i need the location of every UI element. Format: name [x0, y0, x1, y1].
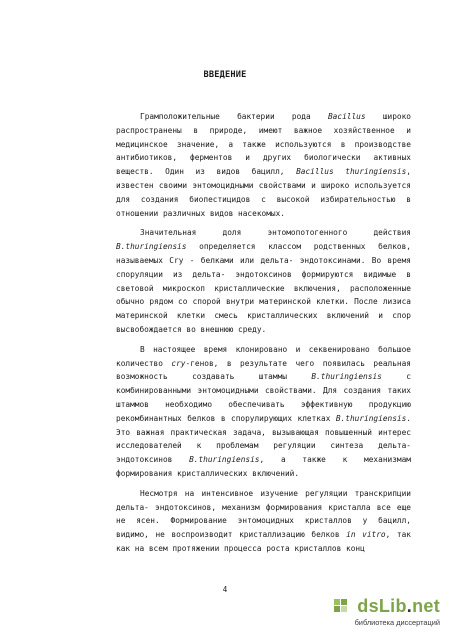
paragraph: [116, 226, 411, 336]
text-run: Значительная доля энтомопотогенного действия: [140, 228, 411, 238]
watermark-logo: [330, 596, 440, 630]
watermark-brand-dot: .: [406, 596, 413, 616]
text-run: -генов, в результате чего появилась реальная возможность создавать штаммы: [116, 358, 411, 382]
text-run: Несмотря на интенсивное изучение регуляции транскрипции дельта- эндотоксинов, механизм формирования кристалла все еще не ясен. Формирование энтомоцидных кристаллов у бацилл, видимо, не воспроизводит кристаллизацию белков: [116, 488, 411, 540]
text-run: В настоящее время клонировано и секвенировано большое количество: [116, 344, 411, 368]
italic-text: Bacillus thuringiensis: [296, 167, 407, 177]
text-run: Грамположительные бактерии рода: [140, 112, 328, 121]
paragraph: [116, 343, 411, 481]
paragraph: [116, 487, 411, 556]
italic-text: B.thuringiensis: [189, 455, 260, 465]
watermark-brand-main: dsLib: [357, 596, 407, 616]
italic-text: B.thuringiensis: [116, 242, 187, 252]
page-number: 4: [222, 585, 228, 594]
watermark-brand-tld: net: [412, 596, 440, 616]
text-run: . Это важная практическая задача, вызывающая повышенный интерес исследователей к проблемам регуляции синтеза дельта- эндотоксинов: [116, 413, 411, 465]
watermark-mark-icon: [334, 599, 348, 613]
italic-text: in vitro: [346, 530, 386, 540]
text-run: широко распространены в природе, имеют важное хозяйственное и медицинское значение, а также используются в производстве антибиотиков, ферментов и других биологически активных веществ. Один из видов бацилл,: [116, 112, 411, 177]
italic-text: Bacillus: [327, 112, 366, 121]
italic-text: cry: [171, 358, 186, 368]
italic-text: B.thuringiensis: [311, 372, 382, 382]
text-run: определяется классом родственных белков, называемых Cry - белками или дельта- эндотоксинами. Во время споруляции из дельта- эндотоксинов формируются видимые в световой микроскоп кристаллические включения, расположенные обычно рядом со спорой внутри материнской клетки. После лизиса материнской клетки смесь кристаллических включений и спор высвобождается во внешнюю среду.: [116, 242, 411, 334]
text-run: с комбинированными энтомоцидными свойствами. Для создания таких штаммов необходимо обеспечивать эффективную продукцию рекомбинантных белков в спорулирующих клетках: [116, 372, 411, 423]
text-run: , а также к механизмам формирования кристаллических включений.: [116, 455, 411, 478]
text-run: , так как на всем протяжении процесса роста кристаллов конц: [116, 530, 411, 553]
text-run: , известен своими энтомоцидными свойствами и широко используется для создания биопестицидов с высокой избирательностью в отношении различных видов насекомых.: [116, 167, 411, 218]
body-text: [116, 110, 411, 562]
italic-text: B.thuringiensis: [335, 413, 407, 423]
watermark-brand: [357, 596, 440, 617]
page-title: ВВЕДЕНИЕ: [203, 70, 247, 80]
watermark-subtitle: библиотека диссертаций: [354, 618, 440, 627]
paragraph: [116, 110, 411, 220]
